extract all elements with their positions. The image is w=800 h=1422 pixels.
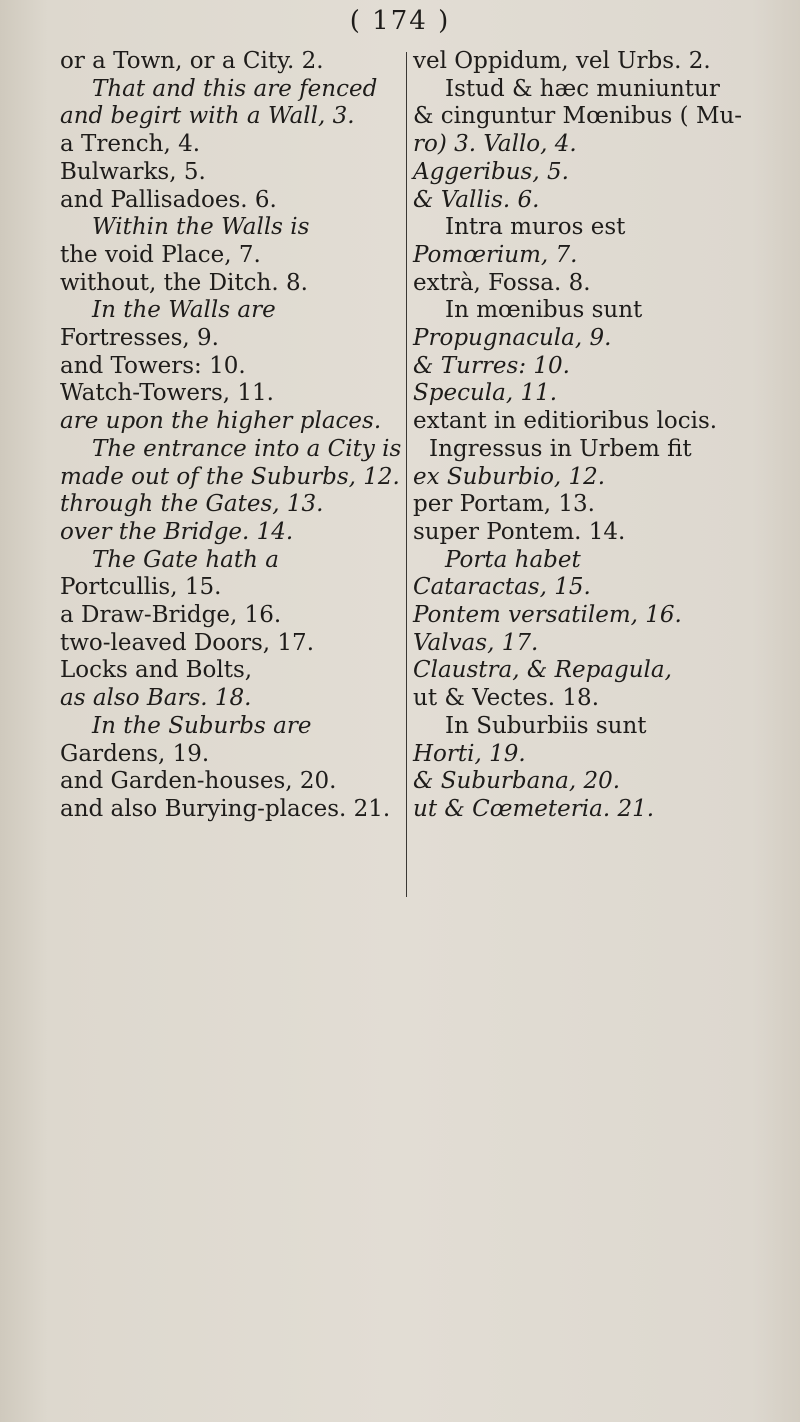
latin-column [413,48,793,824]
text-line: & cinguntur Mœnibus ( Mu- [413,103,743,130]
text-line: and Garden-houses, 20. [60,768,337,795]
text-line: Istud & hæc muniuntur [445,75,720,102]
text-line: as also Bars. 18. [60,685,252,712]
text-line: Aggeribus, 5. [413,158,569,185]
text-line: two-leaved Doors, 17. [60,629,314,656]
text-line: In Suburbiis sunt [445,712,647,739]
text-line: & Suburbana, 20. [413,768,621,795]
text-line: the void Place, 7. [60,241,261,268]
text-line: extant in editioribus locis. [413,408,718,435]
text-line: Portcullis, 15. [60,574,222,601]
text-line: Horti, 19. [413,740,526,767]
text-line: vel Oppidum, vel Urbs. 2. [413,48,711,74]
text-line: Watch-Towers, 11. [60,380,274,407]
text-line: ut & Cœmeteria. 21. [413,795,655,822]
text-line: & Turres: 10. [413,352,570,379]
text-line: In mœnibus sunt [445,297,643,324]
text-line: or a Town, or a City. 2. [60,48,324,74]
text-line: Ingressus in Urbem fit [429,435,692,462]
text-line: Pontem versatilem, 16. [413,602,682,629]
text-line: Specula, 11. [413,380,558,407]
text-line: Valvas, 17. [413,629,539,656]
text-line: ex Suburbio, 12. [413,463,606,490]
text-line: Claustra, & Repagula, [413,657,672,684]
text-line: and also Burying-places. 21. [60,795,391,822]
text-line: super Pontem. 14. [413,518,626,545]
text-line: Intra muros est [445,214,626,241]
text-line: Within the Walls is [92,214,310,241]
text-line: and begirt with a Wall, 3. [60,103,355,130]
text-line: Propugnacula, 9. [413,325,612,352]
text-line: and Pallisadoes. 6. [60,186,277,213]
text-line: Fortresses, 9. [60,325,219,352]
text-line: In the Walls are [92,297,276,324]
text-line: Gardens, 19. [60,740,210,767]
text-line: The Gate hath a [92,546,279,573]
column-divider [406,52,407,897]
text-line: Bulwarks, 5. [60,158,206,185]
page-number: ( 174 ) [349,6,451,36]
text-line: Locks and Bolts, [60,657,253,684]
text-line: per Portam, 13. [413,491,595,518]
text-line: Pomœrium, 7. [413,241,578,268]
text-line: & Vallis. 6. [413,186,540,213]
text-line: without, the Ditch. 8. [60,269,308,296]
text-line: Cataractas, 15. [413,574,591,601]
text-line: ut & Vectes. 18. [413,685,599,712]
text-line: a Trench, 4. [60,131,201,158]
text-line: are upon the higher places. [60,408,382,435]
text-line: over the Bridge. 14. [60,518,294,545]
text-line: That and this are fenced [92,75,378,102]
text-line: and Towers: 10. [60,352,246,379]
text-line: The entrance into a City is [92,435,402,462]
english-column [60,48,405,824]
text-line: a Draw-Bridge, 16. [60,602,282,629]
text-line: extrà, Fossa. 8. [413,269,591,296]
text-line: ro) 3. Vallo, 4. [413,131,577,158]
text-line: Porta habet [445,546,581,573]
text-line: made out of the Suburbs, 12. [60,463,400,490]
text-line: In the Suburbs are [92,712,312,739]
text-line: through the Gates, 13. [60,491,324,518]
